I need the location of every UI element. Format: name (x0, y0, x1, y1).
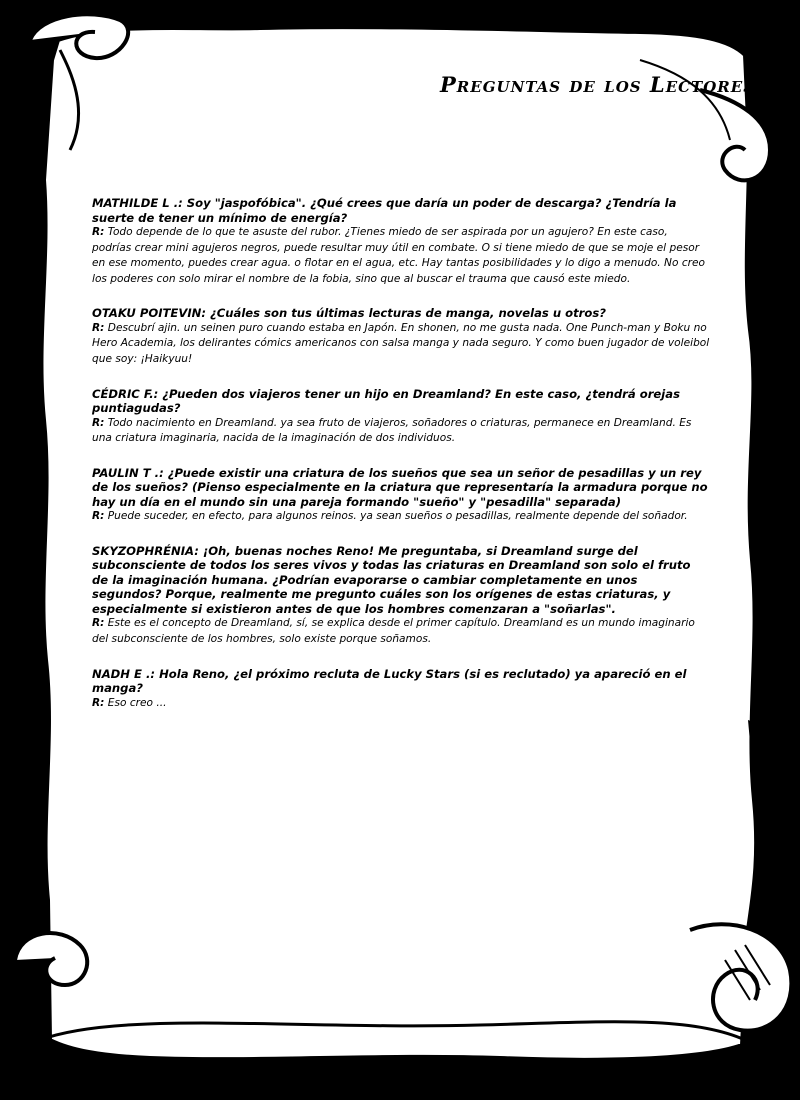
question-text: OTAKU POITEVIN: ¿Cuáles son tus últimas lecturas de manga, novelas u otros? (92, 306, 606, 321)
answer-prefix: R: (92, 617, 105, 630)
answer-body: Eso creo ... (107, 696, 167, 709)
answer-text (92, 509, 710, 525)
answer-prefix: R: (92, 226, 105, 238)
qa-item (92, 387, 710, 447)
qa-item (92, 544, 710, 648)
question-text: SKYZOPHRÉNIA: ¡Oh, buenas noches Reno! Me preguntaba, si Dreamland surge del subconsciente de todos los seres vivos y todas las criaturas en Dreamland son solo el fruto de la imaginación humana. ¿Podrían evaporarse o cambiar completamente en unos segundos? Porque, realmente me pregunto cuáles son los orígenes de estas criaturas, y especialmente si existieron antes de que los hombres comenzaran a "soñarlas". (92, 543, 691, 616)
answer-body: Descubrí ajin. un seinen puro cuando estaba en Japón. En shonen, no me gusta nada. One Punch-man y Boku no Hero Academia, los delirantes cómics americanos con salsa manga y nada seguro. Y como buen jugador de voleibol que soy: ¡Haikyuu! (92, 321, 710, 366)
question-text: MATHILDE L .: Soy "jaspofóbica". ¿Qué crees que daría un poder de descarga? ¿Tendría la suerte de tener un mínimo de energía? (92, 196, 677, 225)
qa-list (92, 196, 710, 730)
question-text: NADH E .: Hola Reno, ¿el próximo recluta de Lucky Stars (si es reclutado) ya apareció en el manga? (92, 666, 687, 696)
answer-text (92, 616, 710, 647)
answer-body: Todo nacimiento en Dreamland. ya sea fruto de viajeros, soñadores o criaturas, permanece en Dreamland. Es una criatura imaginaria, nacida de la imaginación de dos individuos. (92, 416, 692, 445)
answer-body: Este es el concepto de Dreamland, sí, se explica desde el primer capítulo. Dreamland es un mundo imaginario del subconsciente de los hombres, solo existe porque soñamos. (92, 617, 695, 646)
answer-text (92, 321, 710, 368)
answer-prefix: R: (92, 321, 105, 334)
answer-prefix: R: (92, 510, 105, 523)
answer-text (92, 696, 710, 712)
answer-body: Todo depende de lo que te asuste del rubor. ¿Tienes miedo de ser aspirada por un agujero? En este caso, podrías crear mini agujeros negros, puede resultar muy útil en combate. O si tiene miedo de que se moje el pesor en ese momento, puedes crear agua. o flotar en el agua, etc. Hay tantas posibilidades y lo digo a menudo. No creo los poderes con solo mirar el nombre de la fobia, sino que al buscar el trauma que causó este miedo. (92, 226, 705, 285)
qa-item (92, 196, 710, 287)
answer-body: Puede suceder, en efecto, para algunos reinos. ya sean sueños o pesadillas, realmente depende del soñador. (107, 510, 688, 523)
page-title: Preguntas de los Lectores (440, 72, 756, 97)
answer-prefix: R: (92, 696, 105, 709)
qa-item (92, 667, 710, 712)
qa-item (92, 306, 710, 367)
question-text: CÉDRIC F.: ¿Pueden dos viajeros tener un hijo en Dreamland? En este caso, ¿tendrá orejas puntiagudas? (92, 386, 680, 416)
answer-prefix: R: (92, 416, 105, 429)
question-text: PAULIN T .: ¿Puede existir una criatura de los sueños que sea un señor de pesadillas y un rey de los sueños? (Pienso especialmente en la criatura que representaría la armadura porque no hay un día en el mundo sin una pareja formando "sueño" y "pesadilla" separada) (92, 465, 708, 509)
answer-text (92, 225, 710, 287)
answer-text (92, 416, 710, 447)
qa-item (92, 466, 710, 525)
